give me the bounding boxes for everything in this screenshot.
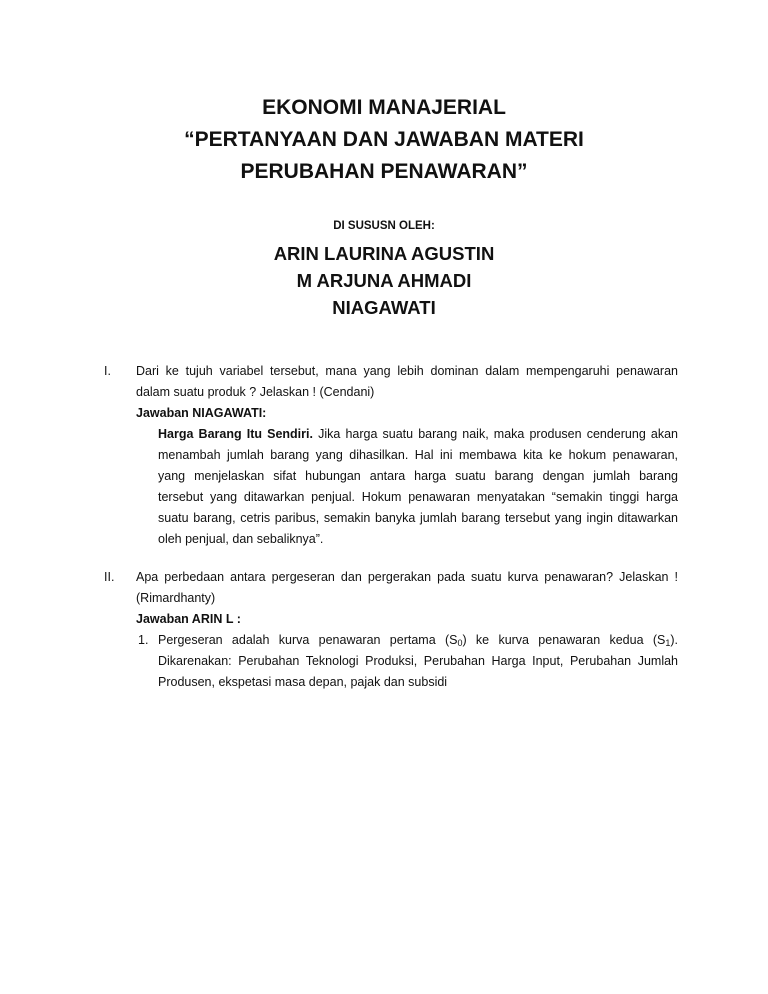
answer-line: oleh penjual, dan sebaliknya”. — [158, 532, 324, 546]
item-text: ). — [670, 633, 678, 647]
answer-lead: Harga Barang Itu Sendiri. — [158, 427, 313, 441]
author-name: M ARJUNA AHMADI — [296, 270, 472, 291]
answer-label: Jawaban NIAGAWATI: — [136, 406, 267, 420]
author-name: ARIN LAURINA AGUSTIN — [273, 243, 495, 264]
title-line-2: “PERTANYAAN DAN JAWABAN MATERI — [184, 128, 584, 151]
author-list — [268, 240, 500, 321]
answer-label: Jawaban ARIN L : — [136, 612, 241, 626]
item-text: ) ke kurva penawaran kedua (S — [462, 633, 666, 647]
author-name: NIAGAWATI — [332, 297, 436, 318]
answer-line: menambah jumlah barang yang dihasilkan. Hal ini membawa kita ke hokum penawaran, — [158, 448, 678, 462]
title-line-1: EKONOMI MANAJERIAL — [262, 96, 506, 119]
answer-line: suatu barang, cetris paribus, semakin banyka jumlah barang tersebut yang ingin ditawarkan — [158, 511, 678, 525]
question-line: (Rimardhanty) — [136, 591, 216, 605]
question-line: Apa perbedaan antara pergeseran dan pergerakan pada suatu kurva penawaran? Jelaskan ! — [136, 570, 678, 584]
section-number: I. — [104, 364, 111, 378]
list-item-number: 1. — [138, 633, 149, 647]
item-text: Pergeseran adalah kurva penawaran pertama (S — [158, 633, 458, 647]
list-item-line: Dikarenakan: Perubahan Teknologi Produksi, Perubahan Harga Input, Perubahan Jumlah — [158, 654, 678, 668]
answer-line: tersebut yang ditawarkan penjual. Hokum penawaran menyatakan “semakin tinggi harga — [158, 490, 678, 504]
subscript: 0 — [457, 638, 463, 648]
subscript: 1 — [665, 638, 671, 648]
question-line: dalam suatu produk ? Jelaskan ! (Cendani) — [136, 385, 375, 399]
list-item-line: Produsen, ekspetasi masa depan, pajak dan subsidi — [158, 675, 448, 689]
byline-label: DI SUSUSN OLEH: — [333, 220, 435, 232]
question-line: Dari ke tujuh variabel tersebut, mana yang lebih dominan dalam mempengaruhi penawaran — [136, 364, 678, 378]
section-number: II. — [104, 570, 115, 584]
answer-text: Jika harga suatu barang naik, maka produsen cenderung akan — [318, 427, 678, 441]
answer-line: yang menjelaskan sifat hubungan antara harga suatu barang dengan jumlah barang — [158, 469, 678, 483]
answer-line — [158, 424, 678, 445]
document-title — [0, 92, 768, 188]
title-line-3: PERUBAHAN PENAWARAN” — [240, 160, 528, 183]
